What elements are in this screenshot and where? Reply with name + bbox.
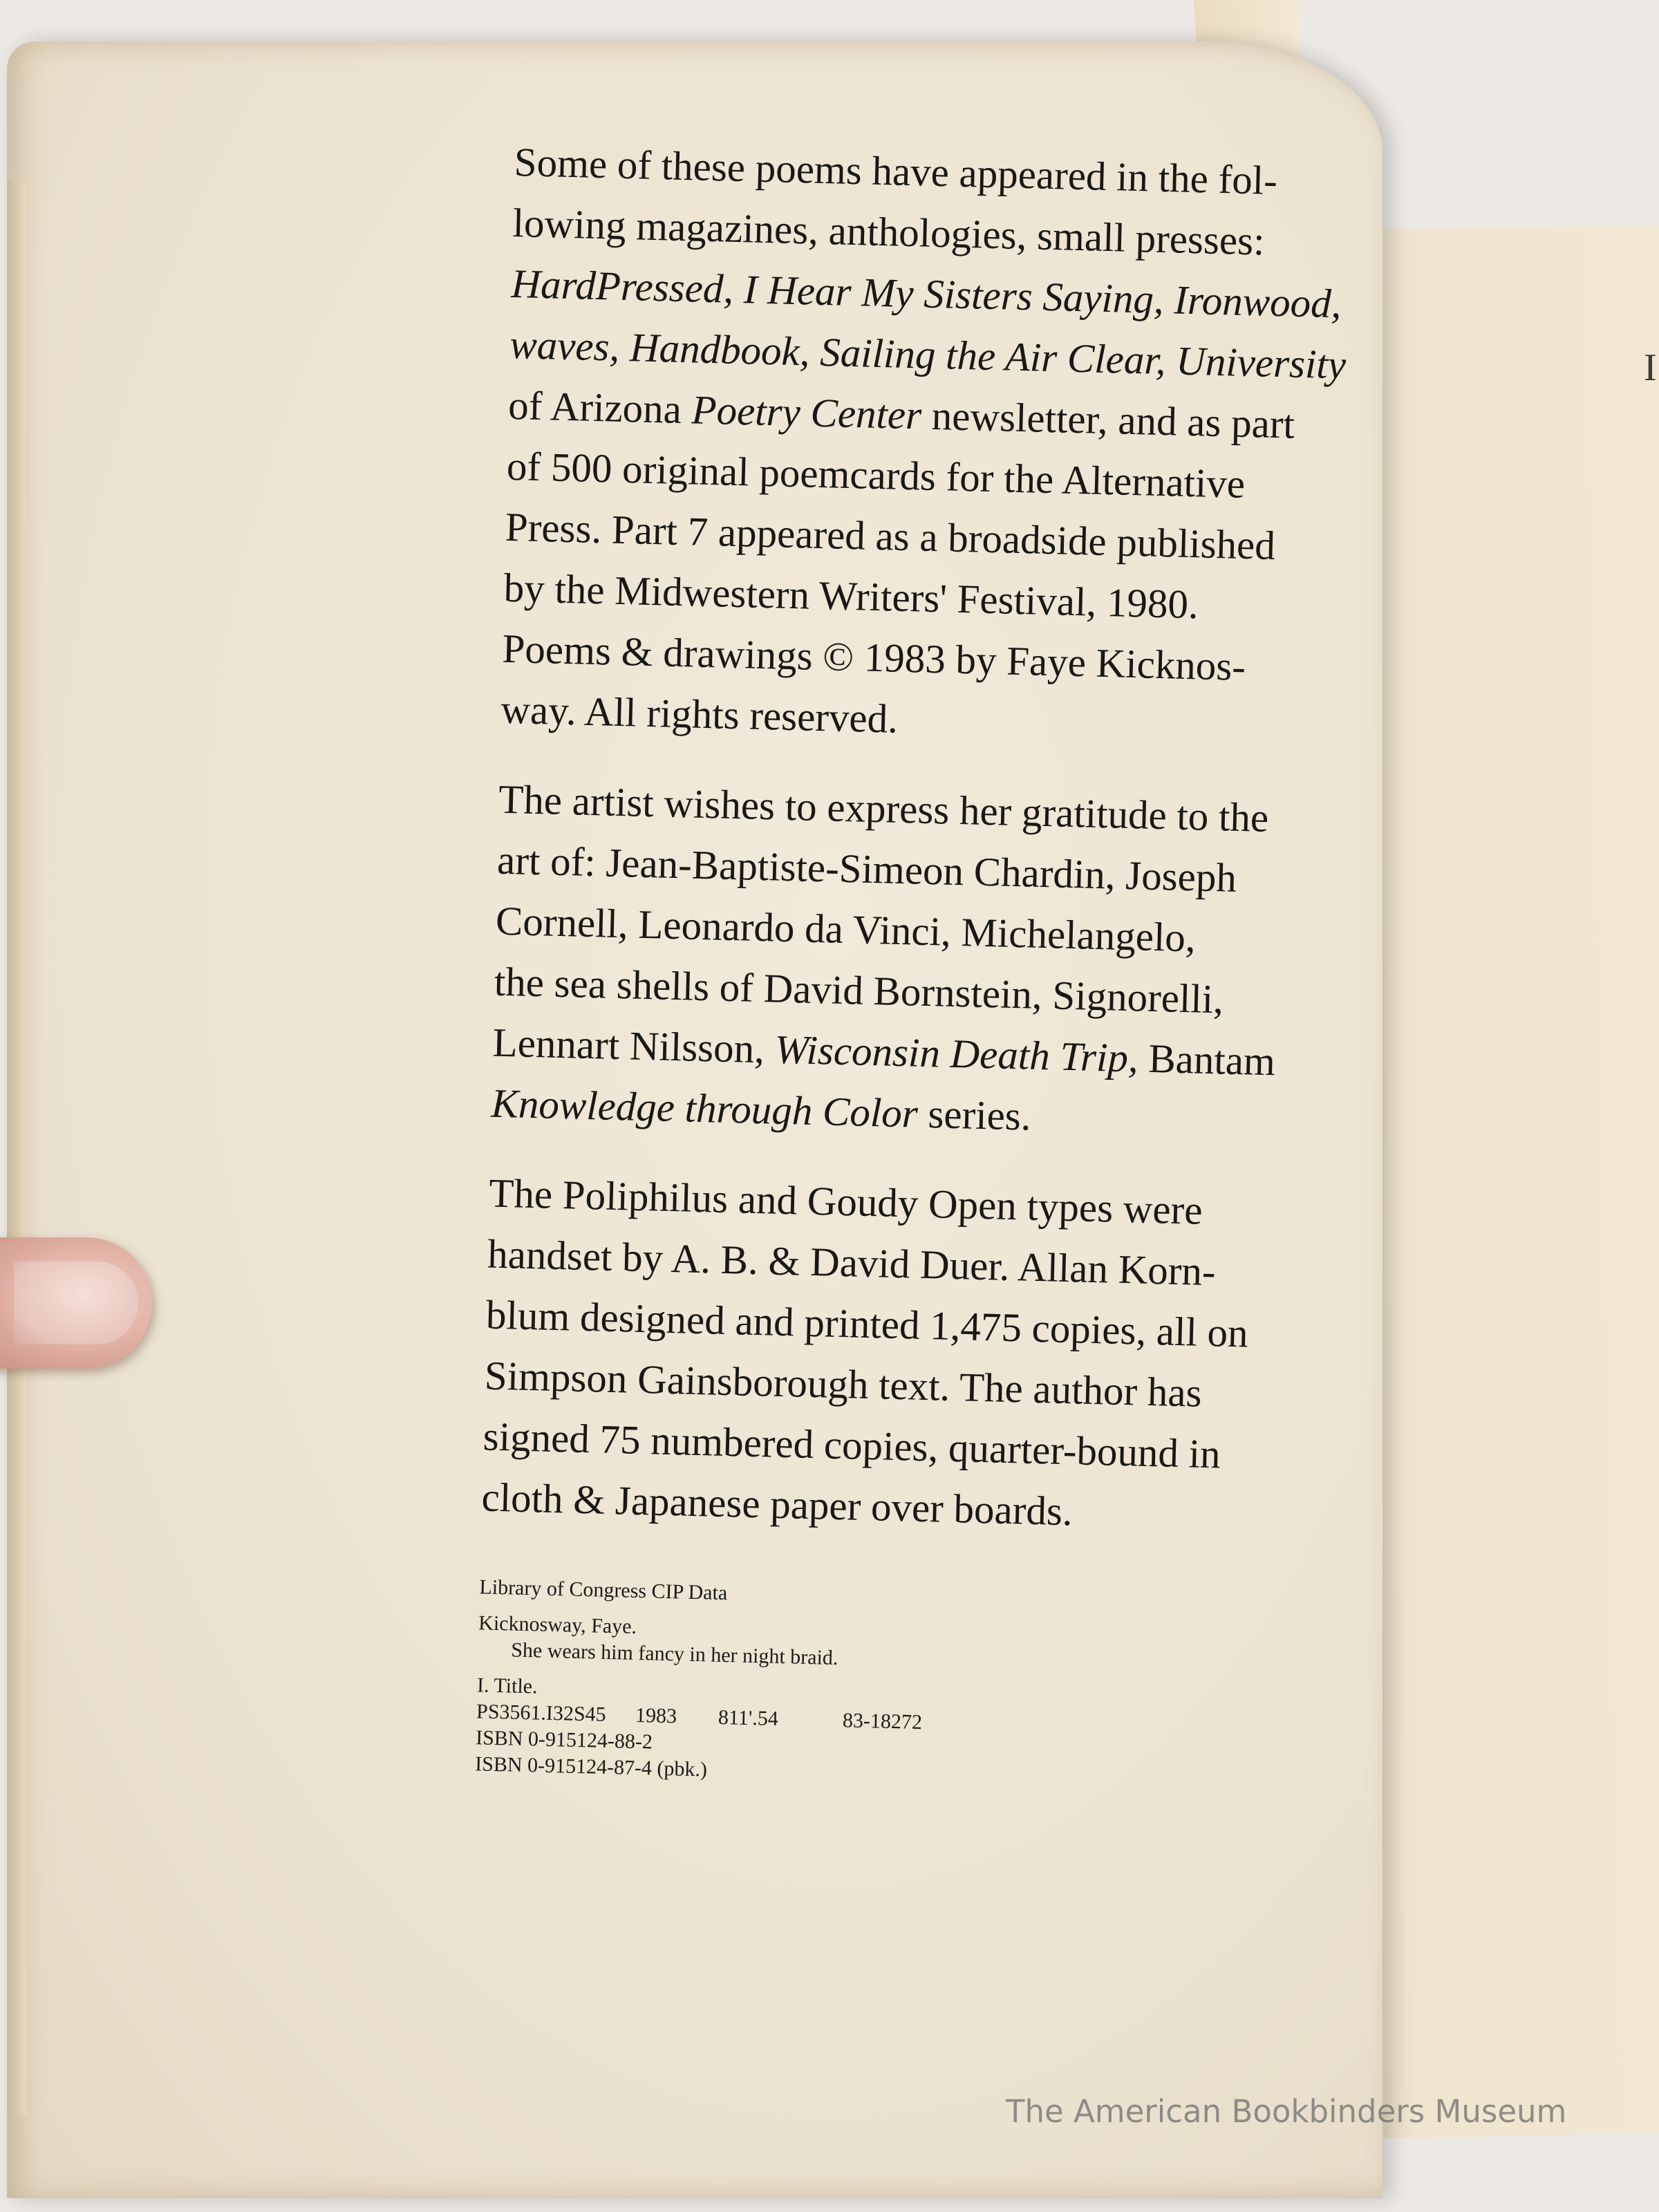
text-line: Press. Part 7 appeared as a broadside published — [505, 503, 1276, 569]
text-line: The artist wishes to express her gratitude to the — [498, 776, 1270, 841]
cip-isbn: ISBN 0-915124-87-4 (pbk.) — [474, 1752, 708, 1781]
paragraph-publication-credits — [500, 131, 1347, 758]
text-line: Simpson Gainsborough text. The author has — [484, 1352, 1203, 1416]
italic-title: Poetry Center — [691, 386, 922, 438]
italic-title: Wisconsin Death Trip, — [774, 1026, 1139, 1081]
text-fragment: Lennart Nilsson, — [491, 1019, 765, 1072]
cip-year: 1983 — [635, 1703, 677, 1728]
text-line: signed 75 numbered copies, quarter-bound in — [482, 1413, 1221, 1477]
cip-call-number: PS3561.I32S45 — [476, 1700, 607, 1726]
watermark-text: The American Bookbinders Museum — [1006, 2093, 1567, 2130]
text-line: Some of these poems have appeared in the fol- — [514, 138, 1278, 203]
text-line: blum designed and printed 1,475 copies, all on — [485, 1291, 1249, 1356]
text-fragment: Bantam — [1147, 1035, 1276, 1085]
text-line: by the Midwestern Writers' Festival, 1980. — [503, 564, 1199, 628]
cip-lccn: 83-18272 — [842, 1709, 923, 1734]
cip-heading: Library of Congress CIP Data — [479, 1575, 728, 1605]
text-line: Poems & drawings © 1983 by Faye Kicknos- — [501, 625, 1246, 690]
cip-title: She wears him fancy in her night braid. — [510, 1638, 838, 1670]
text-line: Cornell, Leonardo da Vinci, Michelangelo, — [495, 897, 1197, 961]
cip-data-block — [475, 1574, 1233, 1796]
italic-title: Knowledge through Color — [490, 1080, 919, 1136]
text-fragment: series. — [927, 1091, 1032, 1139]
paragraph-printing-details — [480, 1163, 1249, 1546]
italic-title: waves, Handbook, Sailing the Air Clear, University — [509, 321, 1347, 388]
text-line: handset by A. B. & David Duer. Allan Korn- — [487, 1230, 1217, 1295]
thumbnail — [14, 1262, 138, 1344]
cip-author: Kicknosway, Faye. — [478, 1611, 637, 1638]
italic-title: HardPressed, — [510, 260, 735, 312]
text-fragment: newsletter, and as part — [931, 392, 1295, 447]
text-line: art of: Jean-Baptiste-Simeon Chardin, Joseph — [496, 836, 1237, 901]
italic-title: I Hear My Sisters Saying, Ironwood, — [743, 266, 1342, 327]
text-line: of 500 original poemcards for the Alternative — [506, 442, 1246, 507]
text-line: way. All rights reserved. — [500, 686, 899, 742]
cip-isbn: ISBN 0-915124-88-2 — [475, 1726, 653, 1754]
background-page-letter-fragment: I — [1644, 346, 1657, 389]
text-fragment: of Arizona — [507, 382, 682, 432]
text-line: cloth & Japanese paper over boards. — [480, 1474, 1074, 1535]
page-edge-shadow — [7, 180, 26, 2115]
cip-dewey: 811'.54 — [718, 1705, 779, 1730]
colophon-text — [474, 131, 1347, 1796]
cip-subject: I. Title. — [476, 1674, 538, 1698]
text-line: lowing magazines, anthologies, small presses: — [512, 199, 1266, 264]
paragraph-artist-gratitude — [490, 769, 1276, 1152]
text-line: The Poliphilus and Goudy Open types were — [488, 1170, 1203, 1233]
text-line: the sea shells of David Bornstein, Signorelli, — [494, 958, 1224, 1022]
